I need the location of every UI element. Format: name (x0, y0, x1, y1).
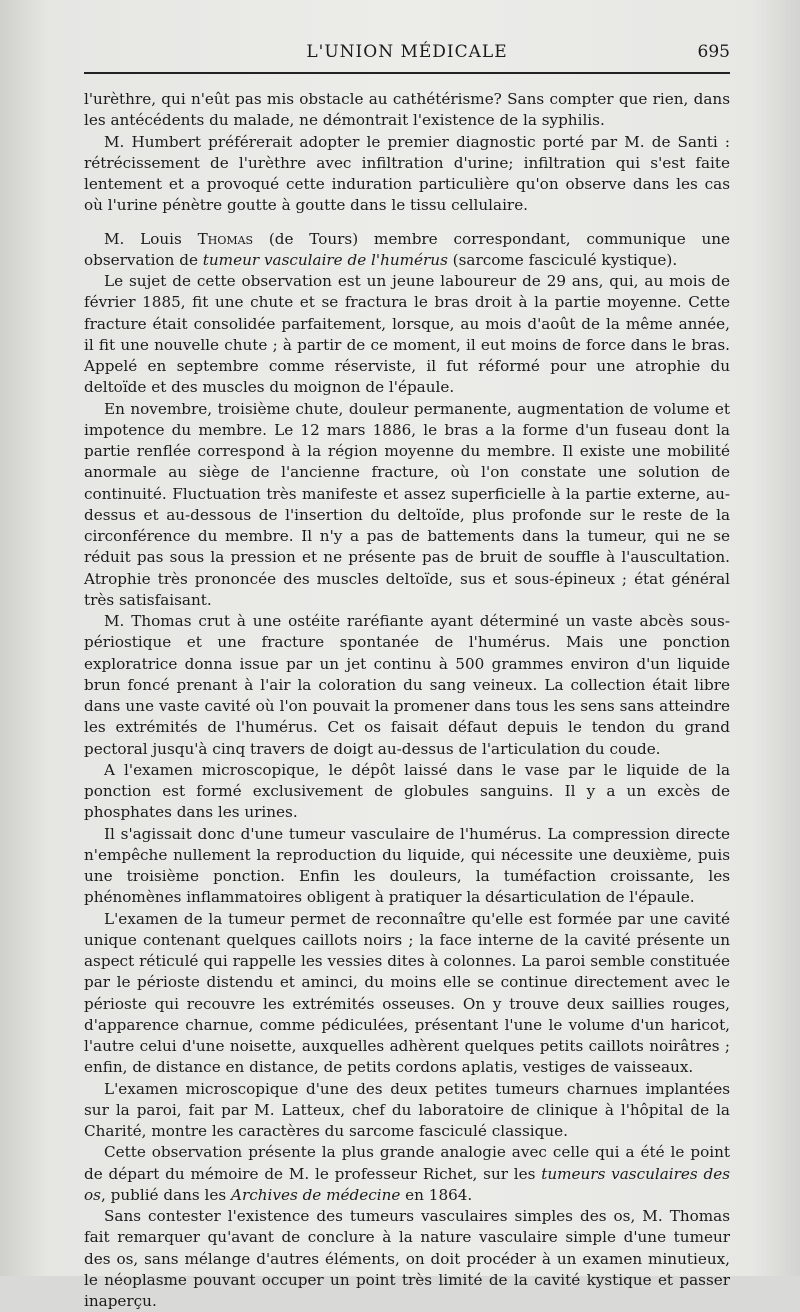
paragraph (84, 1142, 730, 1206)
author-name: Thomas (197, 229, 254, 248)
paragraph: L'examen de la tumeur permet de reconnaître qu'elle est formée par une cavité unique contenant quelques caillots noirs ; la face interne de la cavité présente un aspect réticulé qui rappelle les vessies dites à colonnes. La paroi semble constituée par le périoste distendu et aminci, du moins elle se continue directement avec le périoste qui recouvre les extrémités osseuses. On y trouve deux saillies rouges, d'apparence charnue, comme pédiculées, présentant l'une le volume d'un haricot, l'autre celui d'une noisette, auxquelles adhèrent quelques petits caillots noirâtres ; enfin, de distance en distance, de petits cordons aplatis, vestiges de vaisseaux. (84, 909, 730, 1077)
paragraph: Il s'agissait donc d'une tumeur vasculaire de l'humérus. La compression directe n'empêche nullement la reproduction du liquide, qui nécessite une deuxième, puis une troisième ponction. Enfin les douleurs, la tuméfaction croissante, les phénomènes inflammatoires obligent à pratiquer la désarticulation de l'épaule. (84, 824, 730, 907)
text-run: Cette observation présente la plus grande analogie avec celle qui a été le point de départ du mémoire de M. le professeur Richet, sur les (84, 1143, 730, 1183)
paragraph: Sans contester l'existence des tumeurs vasculaires simples des os, M. Thomas fait remarquer qu'avant de conclure à la nature vasculaire simple d'une tumeur des os, sans mélange d'autres éléments, on doit procéder à un examen minutieux, le néoplasme pouvant occuper un point très limité de la cavité kystique et passer inaperçu. (84, 1207, 730, 1310)
paragraph: En novembre, troisième chute, douleur permanente, augmentation de volume et impotence du membre. Le 12 mars 1886, le bras a la forme d'un fuseau dont la partie renflée correspond à la région moyenne du membre. Il existe une mobilité anormale au siège de l'ancienne fracture, où l'on constate une solution de continuité. Fluctuation très manifeste et assez superficielle à la partie externe, au-dessus et au-dessous de l'insertion du deltoïde, plus profonde sur le reste de la circonférence du membre. Il n'y a pas de battements dans la tumeur, qui ne se réduit pas sous la pression et ne présente pas de bruit de souffle à l'auscultation. Atrophie très prononcée des muscles deltoïde, sus et sous-épineux ; état général très satisfaisant. (84, 399, 730, 609)
running-header (84, 42, 730, 70)
paragraph: M. Humbert préférerait adopter le premier diagnostic porté par M. de Santi : rétrécissement de l'urèthre avec infiltration d'urine; infiltration qui s'est faite lentement et a provoqué cette induration particulière qu'on observe dans les cas où l'urine pénètre goutte à goutte dans le tissu cellulaire. (84, 132, 730, 215)
paragraph: M. Thomas crut à une ostéite raréfiante ayant déterminé un vaste abcès sous-périostique et une fracture spontanée de l'humérus. Mais une ponction exploratrice donna issue par un jet continu à 500 grammes environ d'un liquide brun foncé prenant à l'air la coloration du sang veineux. La collection était libre dans une vaste cavité où l'on pouvait la promener dans tous les sens sans atteindre les extrémités de l'humérus. Cet os faisait défaut depuis le tendon du grand pectoral jusqu'à cinq travers de doigt au-dessus de l'articulation du coude. (84, 612, 730, 758)
text-run: M. Louis (104, 229, 198, 248)
text-run: , publié dans les (100, 1185, 232, 1204)
text-run: en 1864. (400, 1185, 473, 1204)
text-run: (sarcome fasciculé kystique). (447, 250, 678, 269)
paragraph: Le sujet de cette observation est un jeune laboureur de 29 ans, qui, au mois de février 1885, fit une chute et se fractura le bras droit à la partie moyenne. Cette fracture était consolidée parfaitement, lorsque, au mois d'août de la même année, il fit une nouvelle chute ; à partir de ce moment, il eut moins de force dans le bras. Appelé en septembre comme réserviste, il fut réformé pour une atrophie du deltoïde et des muscles du moignon de l'épaule. (84, 272, 730, 397)
text-run: (de Tours) membre correspondant, communique une observation de (84, 229, 731, 269)
journal-reference: Archives de médecine (231, 1185, 401, 1204)
header-rule (84, 72, 730, 74)
paragraph: l'urèthre, qui n'eût pas mis obstacle au cathétérisme? Sans compter que rien, dans les antécédents du malade, ne démontrait l'existence de la syphilis. (84, 90, 730, 130)
article-body (84, 89, 730, 1312)
journal-title: L'UNION MÉDICALE (306, 42, 508, 62)
paragraph (84, 229, 730, 272)
memoir-title: tumeurs vasculaires des os (84, 1164, 731, 1204)
paragraph: L'examen microscopique d'une des deux petites tumeurs charnues implantées sur la paroi, fait par M. Latteux, chef du laboratoire de clinique à l'hôpital de la Charité, montre les caractères du sarcome fasciculé classique. (84, 1079, 730, 1140)
paragraph: A l'examen microscopique, le dépôt laissé dans le vase par le liquide de la ponction est formé exclusivement de globules sanguins. Il y a un excès de phosphates dans les urines. (84, 760, 730, 822)
page-number: 695 (697, 42, 730, 62)
observation-title: tumeur vasculaire de l'humérus (202, 250, 448, 269)
